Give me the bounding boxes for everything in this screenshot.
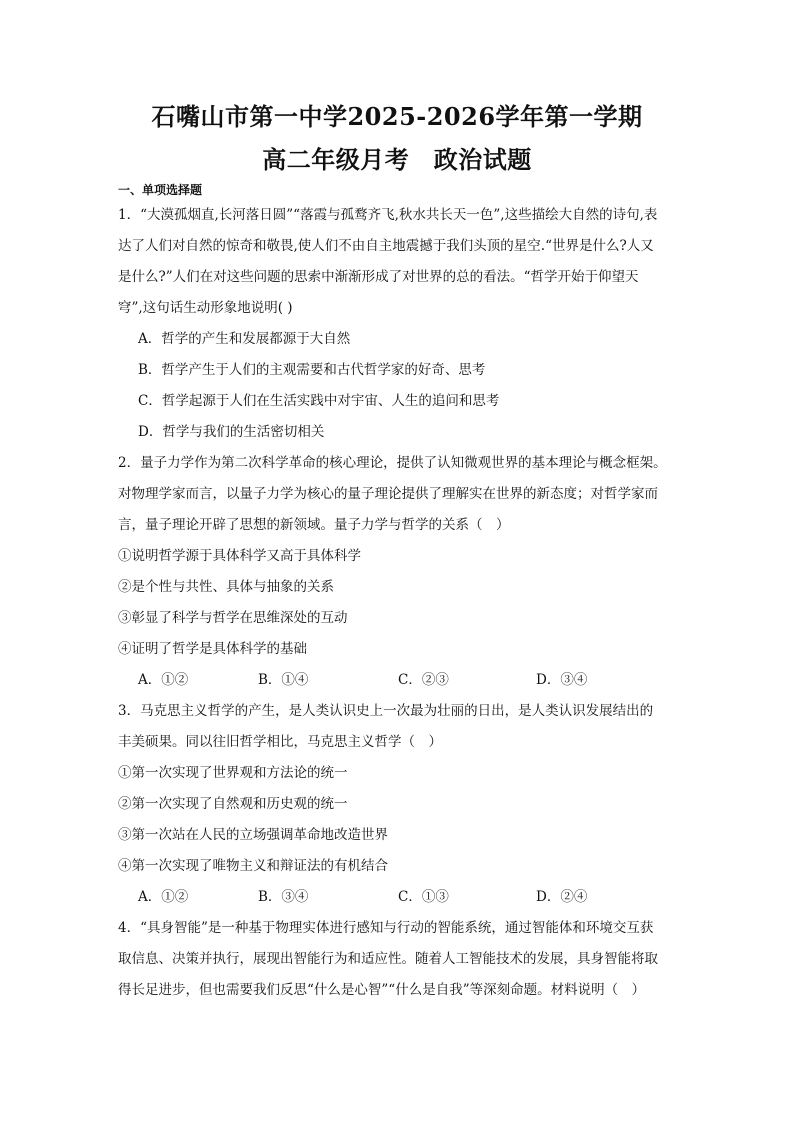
questions-body bbox=[118, 204, 688, 1010]
question-3 bbox=[118, 700, 688, 917]
question-text-line: 丰美硕果。同以往旧哲学相比，马克思主义哲学（ ） bbox=[118, 734, 442, 750]
question-1 bbox=[118, 204, 688, 452]
option-c: C．哲学起源于人们在生活实践中对宇宙、人生的追问和思考 bbox=[138, 393, 500, 409]
question-text-line: 达了人们对自然的惊奇和敬畏,使人们不由自主地震撼于我们头顶的星空.“世界是什么?人又 bbox=[118, 238, 654, 254]
question-text-line: 2．量子力学作为第二次科学革命的核心理论，提供了认知微观世界的基本理论与概念框架。 bbox=[118, 455, 667, 471]
statement-item: ①说明哲学源于具体科学又高于具体科学 bbox=[118, 548, 361, 564]
exam-title-line1: 石嘴山市第一中学2025-2026学年第一学期 bbox=[151, 102, 643, 131]
choice-b: B．③④ bbox=[258, 889, 309, 905]
option-d: D．哲学与我们的生活密切相关 bbox=[138, 424, 325, 440]
choice-a: A．①② bbox=[138, 672, 189, 688]
statement-item: ①第一次实现了世界观和方法论的统一 bbox=[118, 765, 348, 781]
question-text-line: 取信息、决策并执行，展现出智能行为和适应性。随着人工智能技术的发展，具身智能将取 bbox=[118, 951, 658, 967]
statement-item: ③彰显了科学与哲学在思维深处的互动 bbox=[118, 610, 348, 626]
statement-item: ②第一次实现了自然观和历史观的统一 bbox=[118, 796, 348, 812]
question-4 bbox=[118, 917, 688, 1010]
question-text-line: 穹”,这句话生动形象地说明( ) bbox=[118, 300, 293, 316]
statement-item: ②是个性与共性、具体与抽象的关系 bbox=[118, 579, 334, 595]
question-text-line: 是什么?”人们在对这些问题的思索中渐渐形成了对世界的总的看法。“哲学开始于仰望天 bbox=[118, 269, 639, 285]
section-heading: 一、单项选择题 bbox=[118, 183, 203, 197]
question-text-line: 1．“大漠孤烟直,长河落日圆”“落霞与孤鹜齐飞,秋水共长天一色”,这些描绘大自然的诗句,表 bbox=[118, 207, 658, 223]
choice-d: D．③④ bbox=[536, 672, 588, 688]
option-b: B．哲学产生于人们的主观需要和古代哲学家的好奇、思考 bbox=[138, 362, 486, 378]
question-text-line: 得长足进步，但也需要我们反思“什么是心智”“什么是自我”等深刻命题。材料说明（ ） bbox=[118, 982, 646, 998]
statement-item: ④证明了哲学是具体科学的基础 bbox=[118, 641, 307, 657]
choice-b: B．①④ bbox=[258, 672, 309, 688]
statement-item: ④第一次实现了唯物主义和辩证法的有机结合 bbox=[118, 858, 388, 874]
choice-row bbox=[118, 886, 688, 917]
option-a: A．哲学的产生和发展都源于大自然 bbox=[138, 331, 351, 347]
choice-row bbox=[118, 669, 688, 700]
statement-item: ③第一次站在人民的立场强调革命地改造世界 bbox=[118, 827, 388, 843]
question-text-line: 对物理学家而言，以量子力学为核心的量子理论提供了理解实在世界的新态度；对哲学家而 bbox=[118, 486, 658, 502]
exam-title-line2: 高二年级月考 政治试题 bbox=[262, 145, 532, 174]
choice-c: C．①③ bbox=[398, 889, 449, 905]
choice-d: D．②④ bbox=[536, 889, 588, 905]
question-text-line: 言，量子理论开辟了思想的新领域。量子力学与哲学的关系（ ） bbox=[118, 517, 510, 533]
choice-c: C．②③ bbox=[398, 672, 449, 688]
question-2 bbox=[118, 452, 688, 700]
choice-a: A．①② bbox=[138, 889, 189, 905]
question-text-line: 3．马克思主义哲学的产生，是人类认识史上一次最为壮丽的日出，是人类认识发展结出的 bbox=[118, 703, 654, 719]
question-text-line: 4．“具身智能”是一种基于物理实体进行感知与行动的智能系统，通过智能体和环境交互获 bbox=[118, 920, 654, 936]
